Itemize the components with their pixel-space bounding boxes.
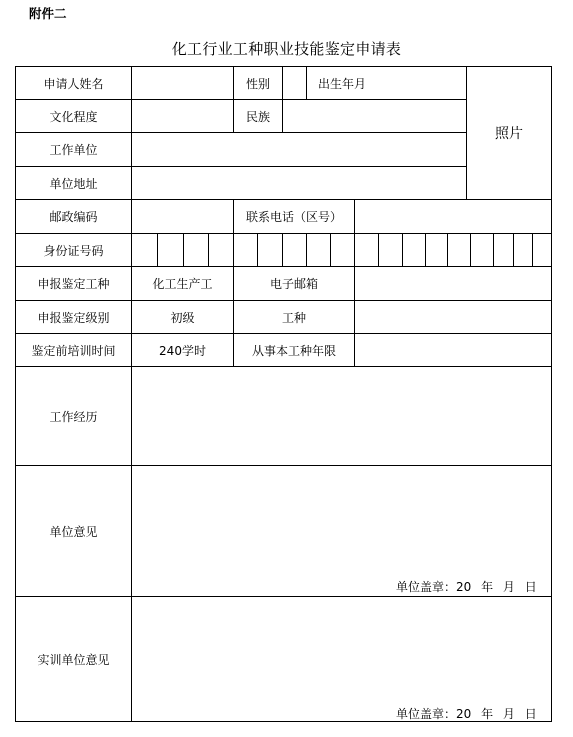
phone-label: 联系电话（区号）: [245, 210, 342, 224]
education-field[interactable]: [132, 100, 233, 132]
annex-label: 附件二: [29, 6, 67, 21]
id-number-field[interactable]: [132, 234, 551, 266]
level-label: 申报鉴定级别: [37, 310, 110, 325]
birth-date-field[interactable]: [377, 67, 466, 99]
employer-address-field[interactable]: [132, 167, 466, 199]
employer-field[interactable]: [132, 133, 466, 166]
level-value[interactable]: 初级: [170, 310, 195, 325]
work-experience-field[interactable]: [132, 367, 551, 465]
email-label: 电子邮箱: [269, 277, 318, 291]
phone-field[interactable]: [355, 200, 551, 233]
occupation-value[interactable]: 化工生产工: [152, 277, 213, 291]
trade-field[interactable]: [355, 301, 551, 333]
training-hours-label: 鉴定前培训时间: [31, 343, 116, 358]
gender-label: 性别: [245, 76, 270, 91]
employer-opinion-label: 单位意见: [49, 524, 98, 539]
training-hours-value[interactable]: 240学时: [159, 343, 206, 358]
gender-field[interactable]: [283, 67, 306, 99]
employer-opinion-field[interactable]: [132, 466, 551, 596]
ethnicity-field[interactable]: [283, 100, 466, 132]
employer-label: 工作单位: [49, 143, 98, 157]
postal-code-label: 邮政编码: [49, 210, 98, 224]
photo-area[interactable]: 照片: [495, 126, 523, 142]
grid-line: [551, 66, 552, 722]
applicant-name-label: 申请人姓名: [43, 76, 104, 91]
applicant-name-field[interactable]: [132, 67, 233, 99]
years-in-trade-field[interactable]: [355, 334, 551, 366]
training-unit-stamp-line: 单位盖章：20 年 月 日: [396, 707, 537, 721]
email-field[interactable]: [355, 267, 551, 300]
trade-label: 工种: [281, 310, 306, 325]
training-unit-opinion-label: 实训单位意见: [37, 652, 110, 667]
birth-date-label: 出生年月: [317, 76, 366, 91]
postal-code-field[interactable]: [132, 200, 233, 233]
id-number-label: 身份证号码: [43, 243, 104, 258]
training-unit-opinion-field[interactable]: [132, 597, 551, 721]
employer-address-label: 单位地址: [49, 176, 98, 191]
occupation-label: 申报鉴定工种: [37, 277, 110, 291]
employer-stamp-line: 单位盖章：20 年 月 日: [396, 580, 537, 594]
ethnicity-label: 民族: [245, 109, 270, 124]
form-title: 化工行业工种职业技能鉴定申请表: [171, 40, 402, 58]
education-label: 文化程度: [49, 109, 98, 124]
years-in-trade-label: 从事本工种年限: [251, 343, 336, 358]
work-experience-label: 工作经历: [49, 409, 98, 424]
